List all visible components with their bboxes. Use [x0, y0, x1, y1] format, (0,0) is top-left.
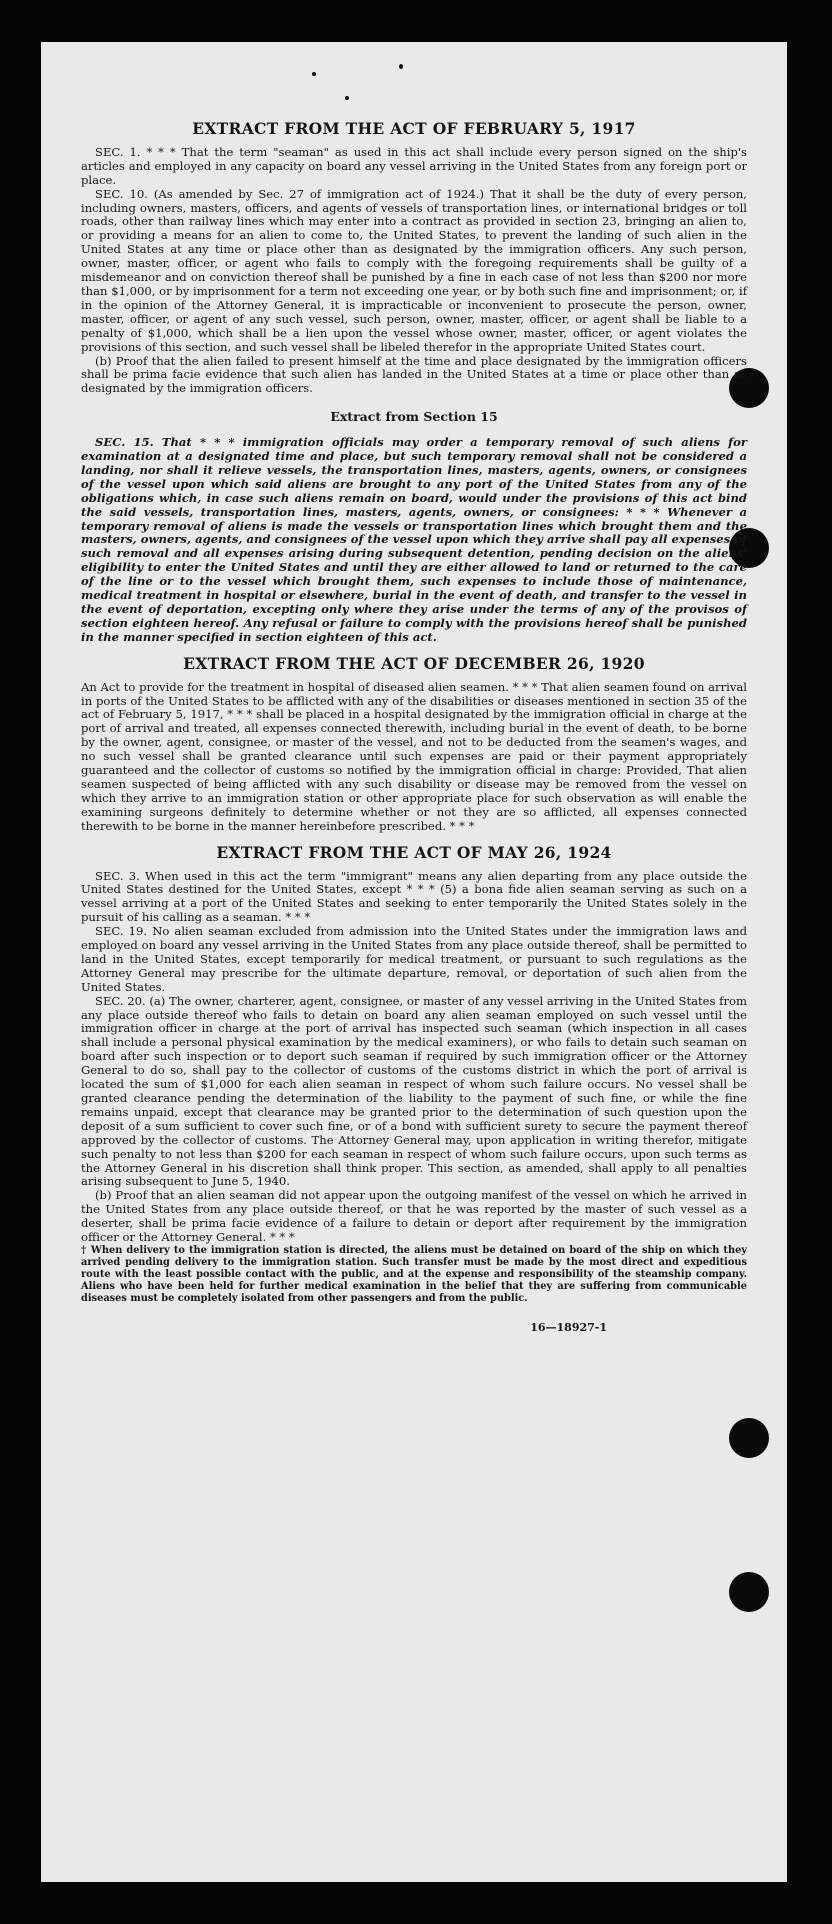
footnote: † When delivery to the immigration station is directed, the aliens must be detained on board of the ship on which they arrived pending delivery to the immigration station. Such transfer must be made by the most direct and expeditious route with the least possible contact with the public, and at the expense and responsibility of the steamship company. Aliens who have been held for further medical examination in the belief that they are suffering from communicable diseases must be completely isolated from other passengers and from the public.: [81, 1244, 747, 1304]
act-1920-text: An Act to provide for the treatment in hospital of diseased alien seamen. * * * That alien seamen found on arrival in ports of the United States to be afflicted with any of the disabilities or diseases mentioned in section 35 of the act of February 5, 1917, * * * shall be placed in a hospital designated by the immigration official in charge at the port of arrival and treated, all expenses connected therewith, including burial in the event of death, to be borne by the owner, agent, consignee, or master of the vessel, and not to be deducted from the seamen's wages, and no such vessel shall be granted clearance until such expenses are paid or their payment appropriately guaranteed and the collector of customs so notified by the immigration official in charge: Provided, That alien seamen suspected of being afflicted with any such disability or disease may be removed from the vessel on which they arrive to an immigration station or other appropriate place for such observation as will enable the examining surgeons definitely to determine whether or not they are so afflicted, all expenses connected therewith to be borne in the manner hereinbefore prescribed. * * *: [81, 679, 747, 833]
speck: [345, 96, 349, 100]
section-10b-text: (b) Proof that the alien failed to present himself at the time and place designated by the immigration officers shall be prima facie evidence that such alien has landed in the United States at a time or place other than as designated by the immigration officers.: [81, 353, 747, 396]
speck: [312, 72, 316, 76]
form-code: 16—18927-1: [530, 1320, 607, 1334]
section-20b-text: (b) Proof that an alien seaman did not appear upon the outgoing manifest of the vessel on which he arrived in the United States from any place outside thereof, or that he was reported by the master of such vessel as a deserter, shall be prima facie evidence of a failure to detain or deport after requirement by the immigration officer or the Attorney General. * * *: [81, 1188, 747, 1245]
heading-section-15: Extract from Section 15: [330, 409, 498, 425]
section-15-text: SEC. 15. That * * * immigration officials may order a temporary removal of such aliens for examination at a designated time and place, but such temporary removal shall not be considered a landing, nor shall it relieve vessels, the transportation lines, masters, agents, owners, or consignees of the vessel upon which said aliens are brought to any port of the United States from any of the obligations which, in case such aliens remain on board, would under the provisions of this act bind the said vessels, transportation lines, masters, agents, owners, or consignees: * * * Whenever a temporary removal of aliens is made the vessels or transportation lines which brought them and the masters, owners, agents, and consignees of the vessel upon which they arrive shall pay all expenses of such removal and all expenses arising during subsequent detention, pending decision on the aliens' eligibility to enter the United States and until they are either allowed to land or returned to the care of the line or to the vessel which brought them, such expenses to include those of maintenance, medical treatment in hospital or elsewhere, burial in the event of death, and transfer to the vessel in the event of deportation, excepting only where they arise under the terms of any of the provisos of section eighteen hereof. Any refusal or failure to comply with the provisions hereof shall be punished in the manner specified in section eighteen of this act.: [81, 435, 747, 644]
heading-act-1920: EXTRACT FROM THE ACT OF DECEMBER 26, 1920: [183, 653, 645, 673]
speck: [399, 64, 403, 69]
heading-act-1924: EXTRACT FROM THE ACT OF MAY 26, 1924: [216, 842, 612, 862]
document-page: [41, 42, 787, 1882]
section-3-text: SEC. 3. When used in this act the term "immigrant" means any alien departing from any place outside the United States destined for the United States, except * * * (5) a bona fide alien seaman serving as such on a vessel arriving at a port of the United States and seeking to enter temporarily the United States solely in the pursuit of his calling as a seaman. * * *: [81, 868, 747, 925]
section-1-text: SEC. 1. * * * That the term "seaman" as used in this act shall include every person signed on the ship's articles and employed in any capacity on board any vessel arriving in the United States from any foreign port or place.: [81, 144, 747, 187]
section-10-text: SEC. 10. (As amended by Sec. 27 of immigration act of 1924.) That it shall be the duty of every person, including owners, masters, officers, and agents of vessels of transportation lines, or international bridges or toll roads, other than railway lines which may enter into a contract as provided in section 23, bringing an alien to, or providing a means for an alien to come to, the United States, to prevent the landing of such alien in the United States at any time or place other than as designated by the immigration officers. Any such person, owner, master, officer, or agent who fails to comply with the foregoing requirements shall be guilty of a misdemeanor and on conviction thereof shall be punished by a fine in each case of not less than $200 nor more than $1,000, or by imprisonment for a term not exceeding one year, or by both such fine and imprisonment; or, if in the opinion of the Attorney General, it is impracticable or inconvenient to prosecute the person, owner, master, officer, or agent of any such vessel, such person, owner, master, officer, or agent shall be liable to a penalty of $1,000, which shall be a lien upon the vessel whose owner, master, officer, or agent violates the provisions of this section, and such vessel shall be libeled therefor in the appropriate United States court.: [81, 186, 747, 354]
section-19-text: SEC. 19. No alien seaman excluded from admission into the United States under the immigration laws and employed on board any vessel arriving in the United States from any place outside thereof, shall be permitted to land in the United States, except temporarily for medical treatment, or pursuant to such regulations as the Attorney General may prescribe for the ultimate departure, removal, or deportation of such alien from the United States.: [81, 924, 747, 994]
heading-act-1917: EXTRACT FROM THE ACT OF FEBRUARY 5, 1917: [192, 119, 636, 138]
punch-hole: [729, 1418, 769, 1458]
punch-hole: [729, 1572, 769, 1612]
document-body: [81, 119, 747, 1335]
section-20-text: SEC. 20. (a) The owner, charterer, agent, consignee, or master of any vessel arriving in the United States from any place outside thereof who fails to detain on board any alien seaman employed on such vessel until the immigration officer in charge at the port of arrival has inspected such seaman (which inspection in all cases shall include a personal physical examination by the medical examiners), or who fails to detain such seaman on board after such inspection or to deport such seaman if required by such immigration officer or the Attorney General to do so, shall pay to the collector of customs of the customs district in which the port of arrival is located the sum of $1,000 for each alien seaman in respect of whom such failure occurs. No vessel shall be granted clearance pending the determination of the liability to the payment of such fine, or while the fine remains unpaid, except that clearance may be granted prior to the determination of such question upon the deposit of a sum sufficient to cover such fine, or of a bond with sufficient surety to secure the payment thereof approved by the collector of customs. The Attorney General may, upon application in writing therefor, mitigate such penalty to not less than $200 for each seaman in respect of whom such failure occurs, upon such terms as the Attorney General in his discretion shall think proper. This section, as amended, shall apply to all penalties arising subsequent to June 5, 1940.: [81, 993, 747, 1189]
